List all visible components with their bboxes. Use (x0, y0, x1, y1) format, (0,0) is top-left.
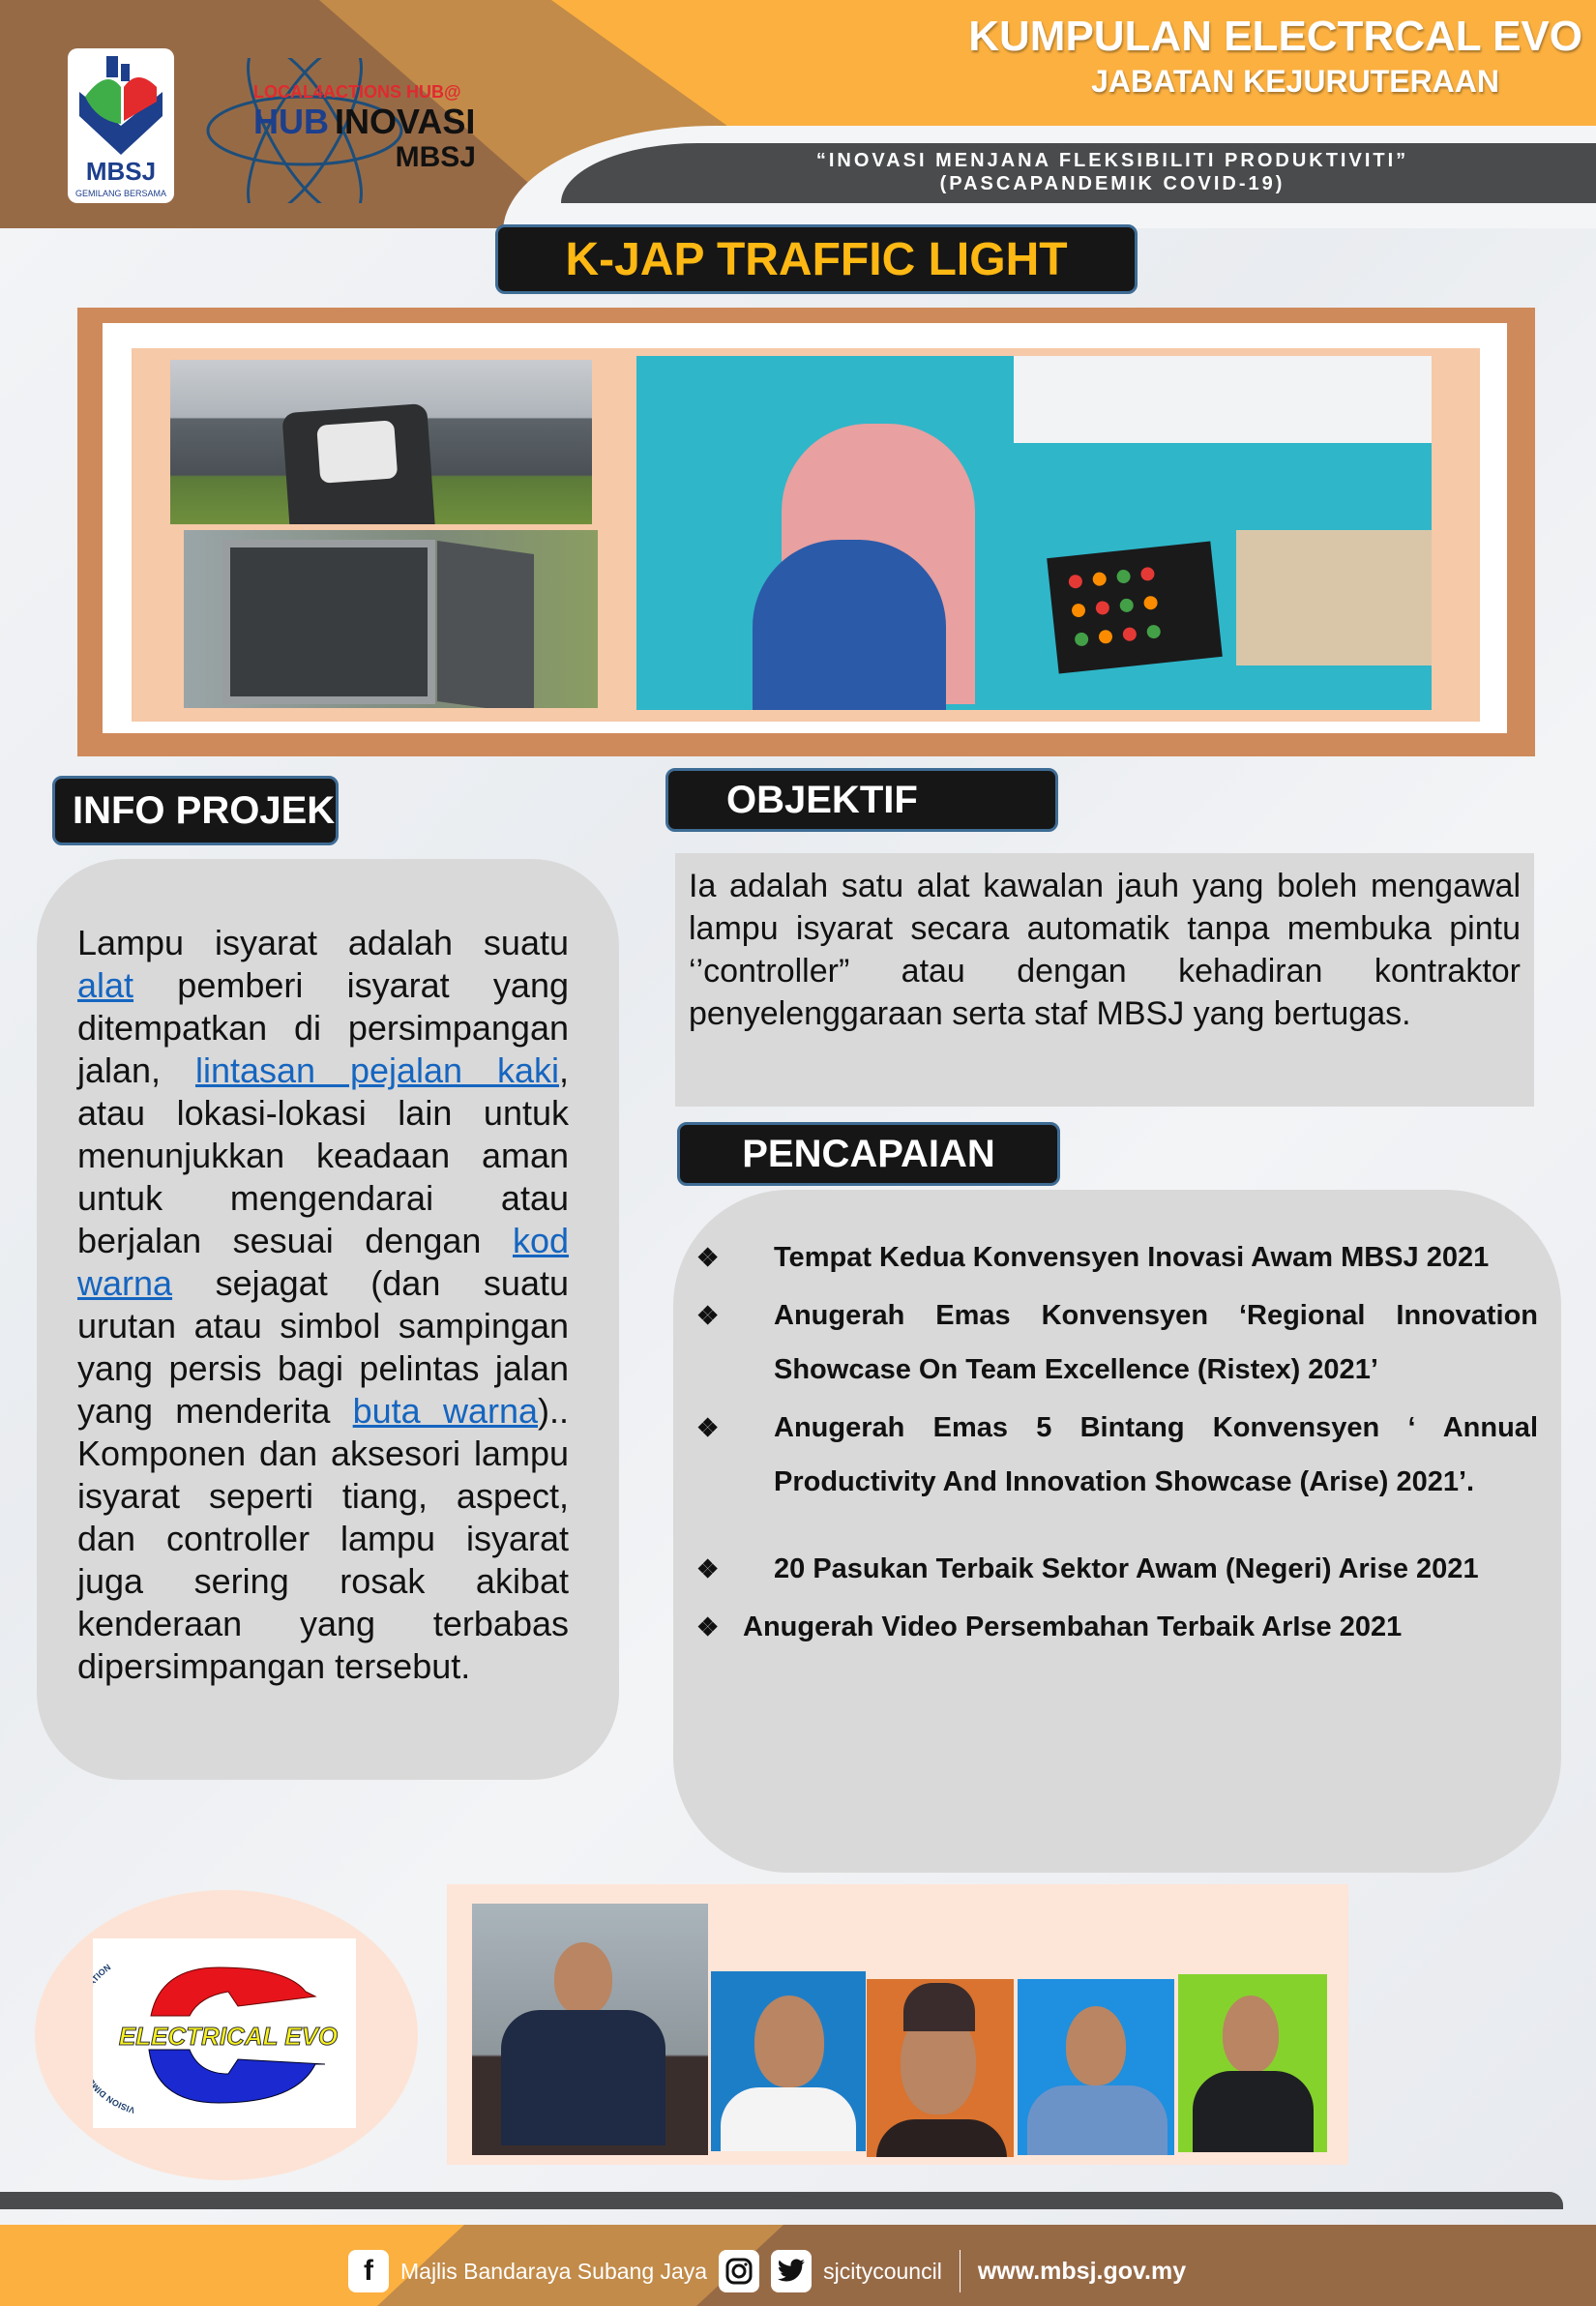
team-working-lab-photo (636, 356, 1432, 710)
achievement-text: Anugerah Video Persembahan Terbaik ArIse 2021 (743, 1611, 1403, 1642)
team-member-photo (1178, 1974, 1327, 2152)
footer-separator (960, 2250, 961, 2292)
social-handle-link[interactable]: sjcitycouncil (823, 2259, 942, 2284)
objektif-text: Ia adalah satu alat kawalan jauh yang boleh mengawal lampu isyarat secara automatik tanpa membuka pintu ‘’controller” atau dengan kehadiran kontraktor penyelenggaraan serta staf MBSJ yang bertugas. (689, 868, 1521, 1032)
traffic-light-test-panel (1047, 541, 1223, 673)
team-member-photo (711, 1971, 866, 2151)
team-member-photo (1018, 1979, 1174, 2155)
mbsj-logo-tagline: GEMILANG BERSAMA (74, 189, 167, 198)
link-lintasan-pejalan-kaki[interactable]: lintasan pejalan kaki (194, 1050, 559, 1090)
slogan (677, 149, 1548, 195)
hub-logo-row (253, 103, 475, 141)
pencapaian-heading: PENCAPAIAN (677, 1122, 1060, 1186)
mbsj-logo-name: MBSJ (85, 157, 157, 186)
cardboard-boxes (1236, 530, 1432, 665)
hub-logo-hub: HUB (253, 102, 329, 141)
hub-logo-mbsj: MBSJ (395, 141, 476, 173)
group-title: KUMPULAN ELECTRCAL EVO (968, 13, 1582, 60)
whiteboard (1014, 356, 1432, 443)
instagram-icon[interactable] (719, 2250, 759, 2292)
info-projek-text (77, 922, 569, 1688)
department-title: JABATAN KEJURUTERAAN (1091, 64, 1499, 99)
link-alat[interactable]: alat (77, 965, 134, 1005)
info-text-segment: pemberi isyarat yang ditempatkan di persimpangan jalan, (77, 965, 569, 1090)
twitter-icon[interactable] (771, 2250, 812, 2292)
diamond-bullet-icon: ❖ (696, 1413, 720, 1442)
slogan-line1: “INOVASI MENJANA FLEKSIBILITI PRODUKTIVITI” (815, 150, 1409, 171)
slogan-line2: (PASCAPANDEMIK COVID-19) (939, 173, 1286, 194)
diamond-bullet-icon: ❖ (696, 1243, 720, 1272)
link-buta-warna[interactable]: buta warna (352, 1391, 538, 1431)
electrical-evo-ring-text: VISION DI ION (94, 1962, 136, 2115)
electrical-evo-name: ELECTRICAL EVO (118, 2022, 339, 2051)
achievement-item (696, 1542, 1538, 1596)
achievement-item (696, 1230, 1538, 1285)
achievement-text: Anugerah Emas Konvensyen ‘Regional Innovation Showcase On Team Excellence (Ristex) 2021’ (774, 1300, 1538, 1385)
facebook-icon[interactable]: f (348, 2250, 389, 2292)
hub-logo-text (253, 81, 486, 174)
hub-logo-line1: LOCAL4ACTIONS HUB@ (253, 82, 461, 102)
remote-control-photo (170, 360, 592, 524)
hub-logo-inovasi: INOVASI (335, 102, 476, 141)
mbsj-logo-icon (68, 48, 174, 203)
project-title: K-JAP TRAFFIC LIGHT (495, 224, 1138, 294)
info-projek-heading: INFO PROJEK (52, 776, 339, 845)
cabinet-box (222, 540, 435, 704)
info-text-segment: Lampu isyarat adalah suatu (77, 923, 569, 962)
website-link[interactable]: www.mbsj.gov.my (977, 2258, 1187, 2285)
electrical-evo-logo-icon (93, 1938, 356, 2128)
footer-social-row (348, 2244, 1186, 2298)
person-blue-shirt (753, 540, 946, 710)
achievement-item (696, 1401, 1538, 1509)
info-text-segment: sejagat (dan suatu urutan atau simbol sampingan yang persis bagi pelintas jalan yang menderita (77, 1263, 569, 1431)
facebook-page-link[interactable]: Majlis Bandaraya Subang Jaya (400, 2259, 708, 2284)
team-member-photo (867, 1979, 1014, 2157)
diamond-bullet-icon: ❖ (696, 1301, 720, 1330)
achievement-text: Tempat Kedua Konvensyen Inovasi Awam MBSJ 2021 (774, 1242, 1490, 1273)
controller-cabinet-photo (184, 530, 598, 708)
team-member-photo (472, 1904, 708, 2155)
diamond-bullet-icon: ❖ (696, 1554, 720, 1583)
achievement-text: Anugerah Emas 5 Bintang Konvensyen ‘ Annual Productivity And Innovation Showcase (Arise) 2021’. (774, 1412, 1538, 1497)
achievement-item (696, 1288, 1538, 1397)
info-text-segment: ).. Komponen dan aksesori lampu isyarat seperti tiang, aspect, dan controller lampu isyarat juga sering rosak akibat kenderaan yang terbabas dipersimpangan tersebut. (77, 1391, 569, 1686)
bottom-divider-bar (0, 2192, 1563, 2209)
cabinet-door (437, 541, 534, 708)
diamond-bullet-icon: ❖ (696, 1612, 720, 1641)
achievement-item (696, 1600, 1538, 1654)
achievement-list (696, 1230, 1538, 1654)
info-text-segment: , atau lokasi-lokasi lain untuk menunjukkan keadaan aman untuk mengendarai atau berjalan sesuai dengan (77, 1050, 569, 1260)
objektif-heading: OBJEKTIF (665, 768, 1058, 832)
achievement-text: 20 Pasukan Terbaik Sektor Awam (Negeri) Arise 2021 (774, 1553, 1479, 1584)
link-kod-warna[interactable]: kod warna (77, 1221, 569, 1303)
remote-device (281, 403, 435, 524)
electrical-evo-logo (93, 1938, 356, 2128)
title-block (905, 12, 1582, 101)
